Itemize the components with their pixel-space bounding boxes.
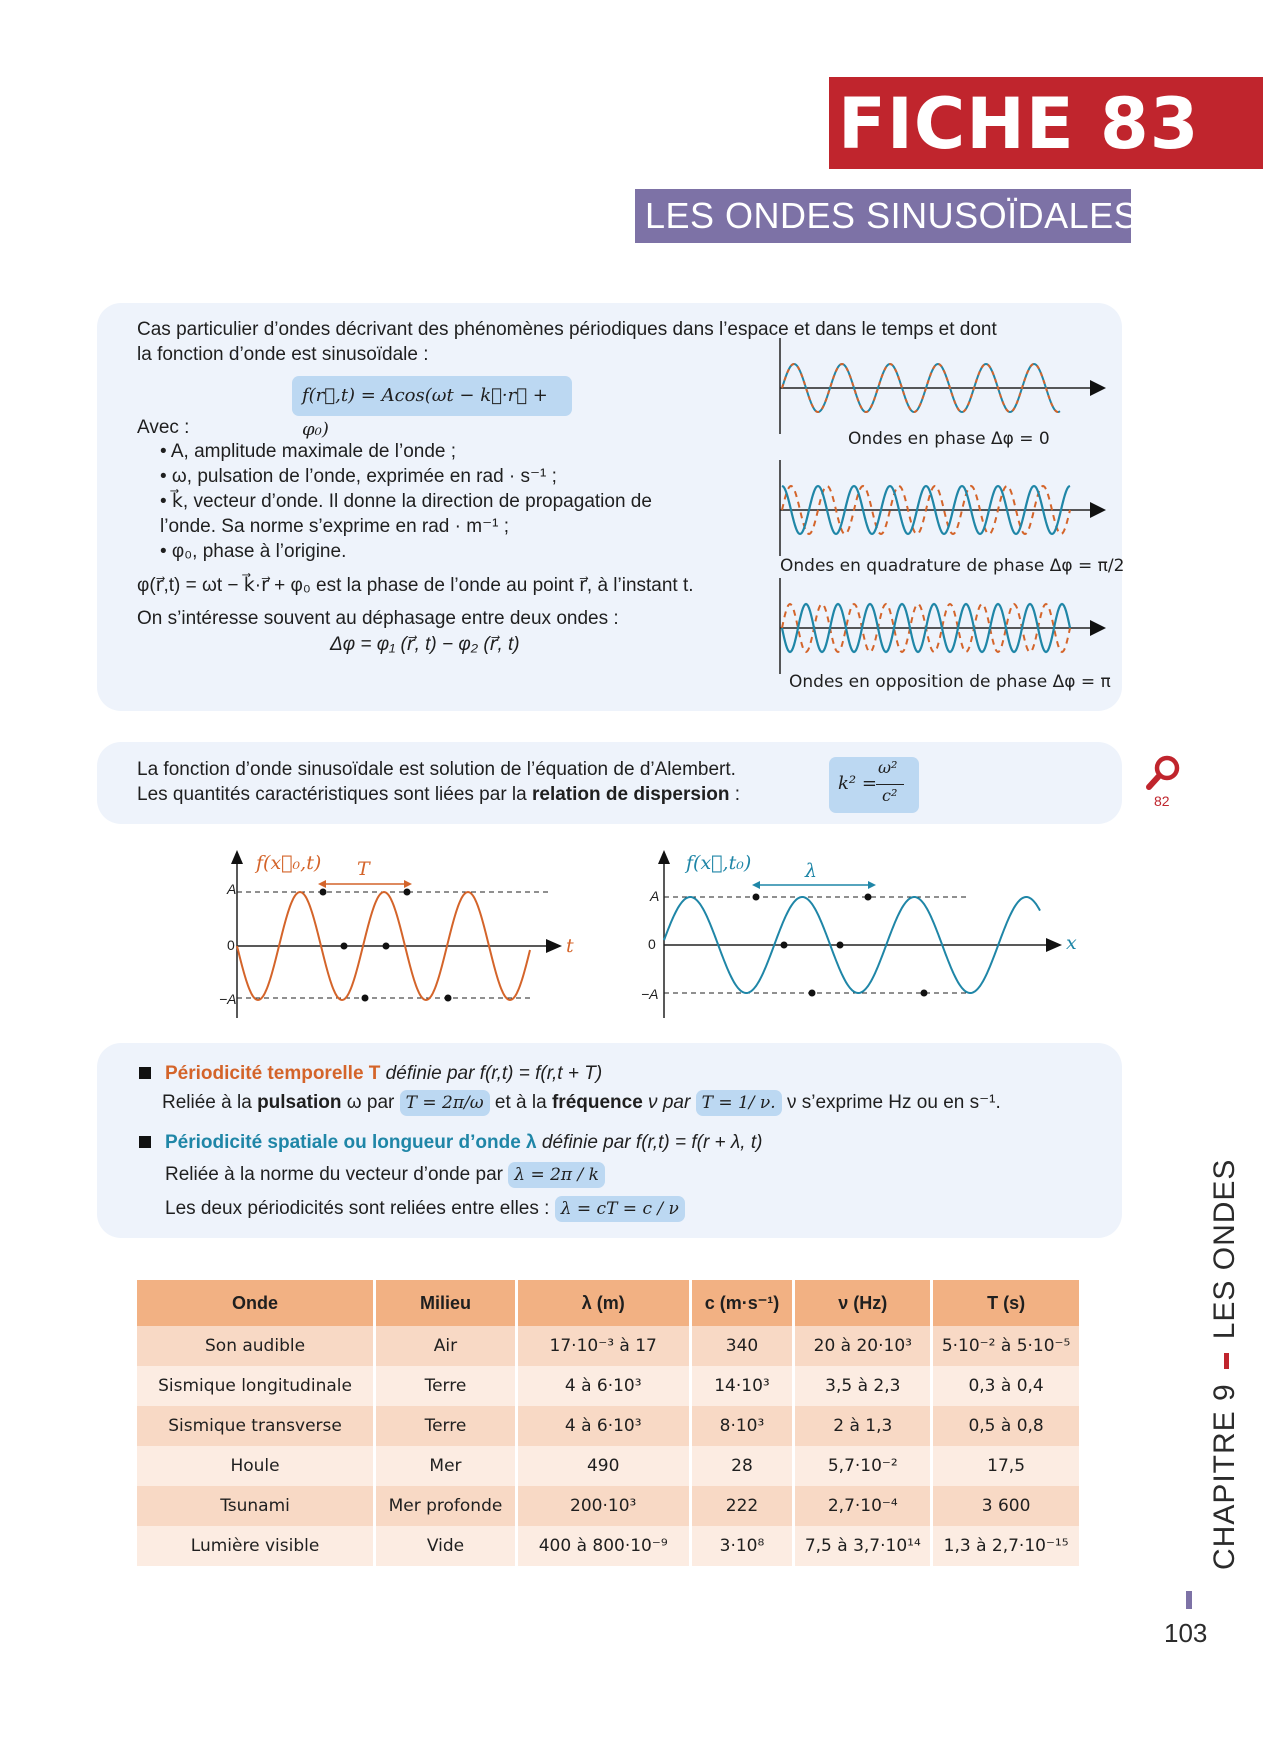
table-cell: 3,5 à 2,3 [794,1366,932,1406]
table-header: λ (m) [516,1280,690,1326]
table-header-row [137,1280,1081,1326]
table-cell: Air [375,1326,517,1366]
magnifier-icon[interactable] [1143,752,1185,792]
bullet-pulsation: • ω, pulsation de l’onde, exprimée en rad · s⁻¹ ; [160,466,557,487]
dephasage-intro: On s’intéresse souvent au déphasage entre deux ondes : [137,608,619,629]
table-row [137,1406,1081,1446]
table-cell: 4 à 6·10³ [516,1406,690,1446]
table-row [137,1326,1081,1366]
page-number: 103 [1164,1618,1208,1648]
temporal-period-label: T [357,858,370,880]
opposition-caption: Ondes en opposition de phase Δφ = π [789,672,1111,692]
temporal-minus-amplitude-label: −A [219,991,237,1007]
temporal-axis-label: t [566,935,574,957]
spatial-amplitude-label: A [650,888,660,904]
chapter-separator [1224,1353,1229,1369]
chapter-theme: LES ONDES [1208,1158,1241,1340]
table-cell: 14·10³ [690,1366,794,1406]
dispersion-denominator: c² [882,786,898,805]
bullet-square [139,1136,151,1148]
table-cell: 4 à 6·10³ [516,1366,690,1406]
in-phase-caption: Ondes en phase Δφ = 0 [848,429,1050,449]
table-cell: Terre [375,1406,517,1446]
table-cell: 400 à 800·10⁻⁹ [516,1526,690,1566]
table-cell: Houle [137,1446,375,1486]
quadrature-figure [770,460,1110,560]
intro-line-2: la fonction d’onde est sinusoïdale : [137,344,429,365]
in-phase-figure [770,338,1110,438]
table-cell: Terre [375,1366,517,1406]
table-cell: 3·10⁸ [690,1526,794,1566]
table-cell: 340 [690,1326,794,1366]
temporal-zero-label: 0 [227,937,235,953]
temporal-periodicity-graph [200,850,600,1020]
spatial-periodicity-relation: Reliée à la norme du vecteur d’onde par λ = 2π / k [165,1162,605,1188]
dispersion-k2: k² = [838,773,877,794]
table-cell: 5,7·10⁻² [794,1446,932,1486]
table-cell: Mer [375,1446,517,1486]
margin-marker [1186,1591,1192,1609]
opposition-figure [770,578,1110,678]
table-cell: 5·10⁻² à 5·10⁻⁵ [932,1326,1081,1366]
temporal-periodicity-heading: Périodicité temporelle T définie par f(r,t) = f(r,t + T) [165,1063,603,1084]
spatial-periodicity-heading: Périodicité spatiale ou longueur d’onde λ définie par f(r,t) = f(r + λ, t) [165,1132,763,1153]
chapter-number: CHAPITRE 9 [1208,1383,1241,1570]
table-cell: 200·10³ [516,1486,690,1526]
avec-label: Avec : [137,417,190,438]
bullet-amplitude: • A, amplitude maximale de l’onde ; [160,441,457,462]
dispersion-numerator: ω² [878,758,898,777]
table-cell: 17,5 [932,1446,1081,1486]
table-cell: 7,5 à 3,7·10¹⁴ [794,1526,932,1566]
table-cell: Son audible [137,1326,375,1366]
bullet-wave-vector-cont: l’onde. Sa norme s’exprime en rad · m⁻¹ ; [160,516,509,537]
bullet-square [139,1067,151,1079]
spatial-periodicity-graph [640,850,1070,1020]
table-header: Milieu [375,1280,517,1326]
intro-line-1: Cas particulier d’ondes décrivant des phénomènes périodiques dans l’espace et dans le temps et dont [137,319,997,340]
fiche-title: FICHE 83 [838,83,1200,165]
table-header: c (m·s⁻¹) [690,1280,794,1326]
page-title: LES ONDES SINUSOÏDALES [645,195,1139,236]
table-cell: 490 [516,1446,690,1486]
wave-function-formula: f(r⃗,t) = Acos(ωt − k⃗·r⃗ + φ₀) [292,376,572,416]
table-cell: Tsunami [137,1486,375,1526]
spatial-zero-label: 0 [648,936,656,952]
table-cell: Lumière visible [137,1526,375,1566]
table-header: T (s) [932,1280,1081,1326]
reference-page[interactable]: 82 [1154,793,1170,809]
table-cell: 8·10³ [690,1406,794,1446]
table-cell: 0,5 à 0,8 [932,1406,1081,1446]
spatial-axis-label: x [1066,932,1077,954]
table-row [137,1366,1081,1406]
table-cell: Sismique longitudinale [137,1366,375,1406]
table-cell: Mer profonde [375,1486,517,1526]
table-cell: 222 [690,1486,794,1526]
phase-definition: φ(r⃗,t) = ωt − k⃗·r⃗ + φ₀ est la phase de l’onde au point r⃗, à l’instant t. [137,575,694,596]
table-cell: 3 600 [932,1486,1081,1526]
temporal-amplitude-label: A [227,881,237,897]
dispersion-line-2: Les quantités caractéristiques sont liées par la relation de dispersion : [137,784,740,805]
spatial-period-label: λ [805,860,818,882]
spatial-ylabel: f(x⃗,t₀) [686,852,752,874]
dephasage-formula: Δφ = φ₁ (r⃗, t) − φ₂ (r⃗, t) [330,634,520,655]
table-cell: 2 à 1,3 [794,1406,932,1446]
table-cell: 1,3 à 2,7·10⁻¹⁵ [932,1526,1081,1566]
table-cell: 2,7·10⁻⁴ [794,1486,932,1526]
table-cell: 0,3 à 0,4 [932,1366,1081,1406]
bullet-wave-vector: • k⃗, vecteur d’onde. Il donne la direction de propagation de [160,491,652,512]
spatial-minus-amplitude-label: −A [641,986,659,1002]
chapter-sidebar [1208,1159,1242,1570]
wave-characteristics-table [137,1280,1082,1566]
table-row [137,1486,1081,1526]
table-cell: Vide [375,1526,517,1566]
table-cell: 17·10⁻³ à 17 [516,1326,690,1366]
table-header: ν (Hz) [794,1280,932,1326]
bullet-phase-origin: • φ₀, phase à l’origine. [160,541,347,562]
table-cell: 20 à 20·10³ [794,1326,932,1366]
temporal-ylabel: f(x⃗₀,t) [256,852,322,874]
table-row [137,1446,1081,1486]
temporal-periodicity-relation: Reliée à la pulsation ω par T = 2π/ω et à la fréquence ν par T = 1/ ν. ν s’exprime Hz ou en s⁻¹. [162,1090,1001,1116]
both-periodicities-relation: Les deux périodicités sont reliées entre elles : λ = cT = c / ν [165,1196,685,1222]
dispersion-line-1: La fonction d’onde sinusoïdale est solution de l’équation de d’Alembert. [137,759,736,780]
table-cell: Sismique transverse [137,1406,375,1446]
fraction-bar [876,784,904,785]
table-row [137,1526,1081,1566]
quadrature-caption: Ondes en quadrature de phase Δφ = π/2 [780,556,1125,576]
table-header: Onde [137,1280,375,1326]
table-cell: 28 [690,1446,794,1486]
